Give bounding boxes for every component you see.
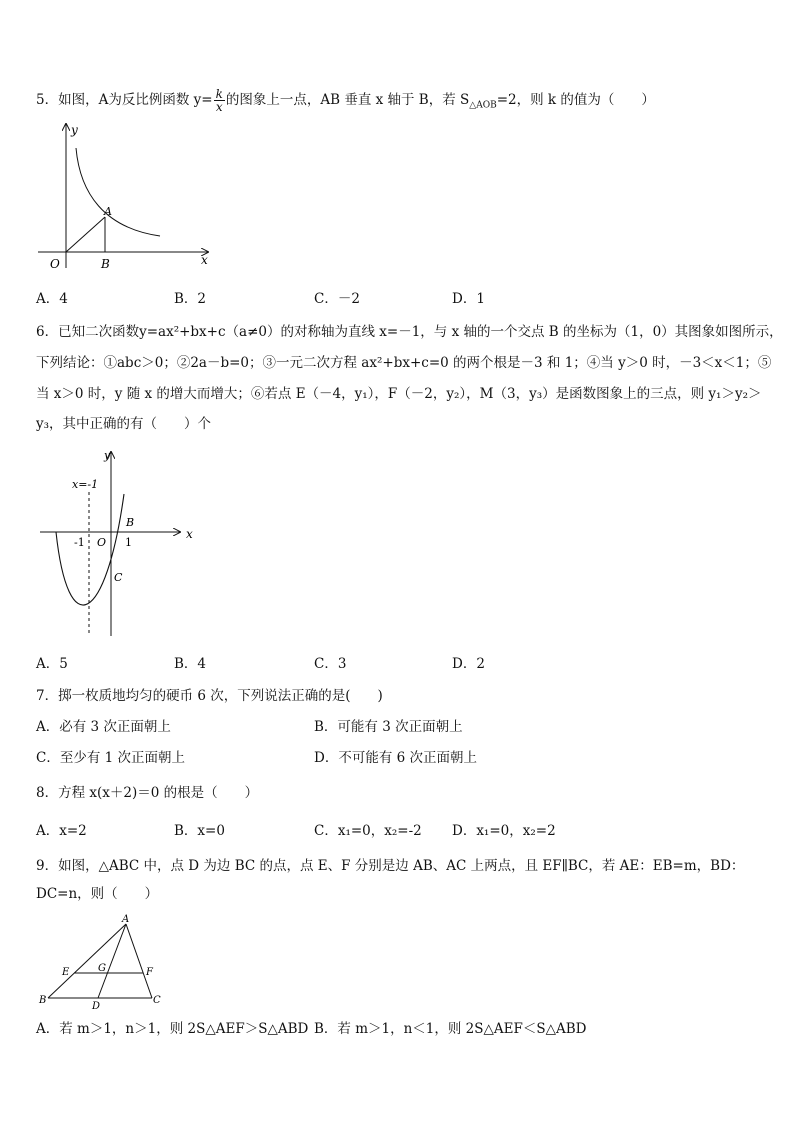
q5-label-x: x [201,253,208,267]
q5-frac-num: k [215,87,223,101]
q7-option-d[interactable]: D．不可能有 6 次正面朝上 [314,750,477,766]
q6-label-x: x [186,527,193,541]
q6-option-d[interactable]: D．2 [452,656,485,672]
q5-stem-c: =2，则 k 的值为（ ） [496,92,655,108]
q5-option-c[interactable]: C．－2 [314,291,360,307]
q9-segment-ad [98,924,126,998]
q7-stem: 7．掷一枚质地均匀的硬币 6 次，下列说法正确的是( ) [36,688,383,704]
q6-label-b: B [126,516,135,529]
q9-option-b[interactable]: B．若 m＞1，n＜1，则 2S△AEF＜S△ABD [314,1021,587,1037]
q9-label-f: F [146,967,153,978]
q5-frac-den: x [215,100,223,114]
q6-stem-line-2: 下列结论：①abc＞0；②2a－b=0；③一元二次方程 ax²+bx+c=0 的两个根是－3 和 1；④当 y＞0 时，－3＜x＜1；⑤ [36,355,772,371]
q9-label-g: G [98,963,106,974]
q9-figure [36,912,176,1012]
q6-label-one: 1 [125,536,132,549]
q7-option-c[interactable]: C．至少有 1 次正面朝上 [36,750,186,766]
q5-label-y: y [71,123,78,137]
q7-option-a[interactable]: A．必有 3 次正面朝上 [36,719,171,735]
q6-label-o: O [97,536,107,549]
q9-label-b: B [39,995,47,1006]
q6-option-c[interactable]: C．3 [314,656,347,672]
q5-segment-oa [66,217,105,252]
q5-stem [36,88,758,116]
q5-figure [36,118,226,270]
q5-label-o: O [50,257,60,270]
q9-stem-line-1: 9．如图，△ABC 中，点 D 为边 BC 的点，点 E、F 分别是边 AB、AC 上两点，且 EF∥BC，若 AE：EB=m，BD： [36,858,745,874]
q6-label-y: y [104,449,111,462]
q6-label-minus-one: -1 [74,536,85,549]
q6-stem-line-4: y₃，其中正确的有（ ）个 [36,416,212,432]
q8-option-a[interactable]: A．x=2 [36,823,87,839]
q6-option-b[interactable]: B．4 [174,656,207,672]
q5-option-a[interactable]: A．4 [36,291,68,307]
q8-option-c[interactable]: C．x₁=0，x₂=-2 [314,823,422,839]
q5-stem-sub: △AOB [469,100,497,111]
q6-stem-line-1: 6．已知二次函数y=ax²+bx+c（a≠0）的对称轴为直线 x=－1，与 x 轴的一个交点 B 的坐标为（1，0）其图象如图所示， [36,324,783,340]
q9-label-c: C [153,995,161,1006]
q9-label-e: E [62,967,70,978]
q8-option-d[interactable]: D．x₁=0，x₂=2 [452,823,556,839]
q6-stem-line-3: 当 x＞0 时，y 随 x 的增大而增大；⑥若点 E（－4，y₁），F（－2，y₂），M（3，y₃）是函数图象上的三点，则 y₁＞y₂＞ [36,386,762,402]
q9-side-ac [126,924,152,998]
q5-fraction [214,88,225,113]
q5-stem-a: 5．如图，A为反比例函数 y= [36,92,213,108]
q9-label-d: D [92,1001,101,1012]
q8-stem: 8．方程 x(x＋2)＝0 的根是（ ） [36,785,259,801]
q5-option-d[interactable]: D．1 [452,291,485,307]
q6-option-a[interactable]: A．5 [36,656,68,672]
q9-side-ab [48,924,126,998]
q6-label-axis: x=-1 [72,478,99,491]
q8-option-b[interactable]: B．x=0 [174,823,225,839]
q5-label-b: B [101,257,110,270]
q9-option-a[interactable]: A．若 m＞1，n＞1，则 2S△AEF＞S△ABD [36,1021,309,1037]
q6-figure [36,444,206,639]
q6-label-c: C [114,571,123,584]
q5-curve [76,148,160,236]
q9-stem-line-2: DC=n，则（ ） [36,886,159,902]
q6-parabola [56,494,124,605]
q5-option-b[interactable]: B．2 [174,291,207,307]
q9-label-a: A [122,914,130,925]
q7-option-b[interactable]: B．可能有 3 次正面朝上 [314,719,463,735]
q5-label-a: A [104,205,112,218]
q5-stem-b: 的图象上一点，AB 垂直 x 轴于 B，若 S [225,92,470,108]
